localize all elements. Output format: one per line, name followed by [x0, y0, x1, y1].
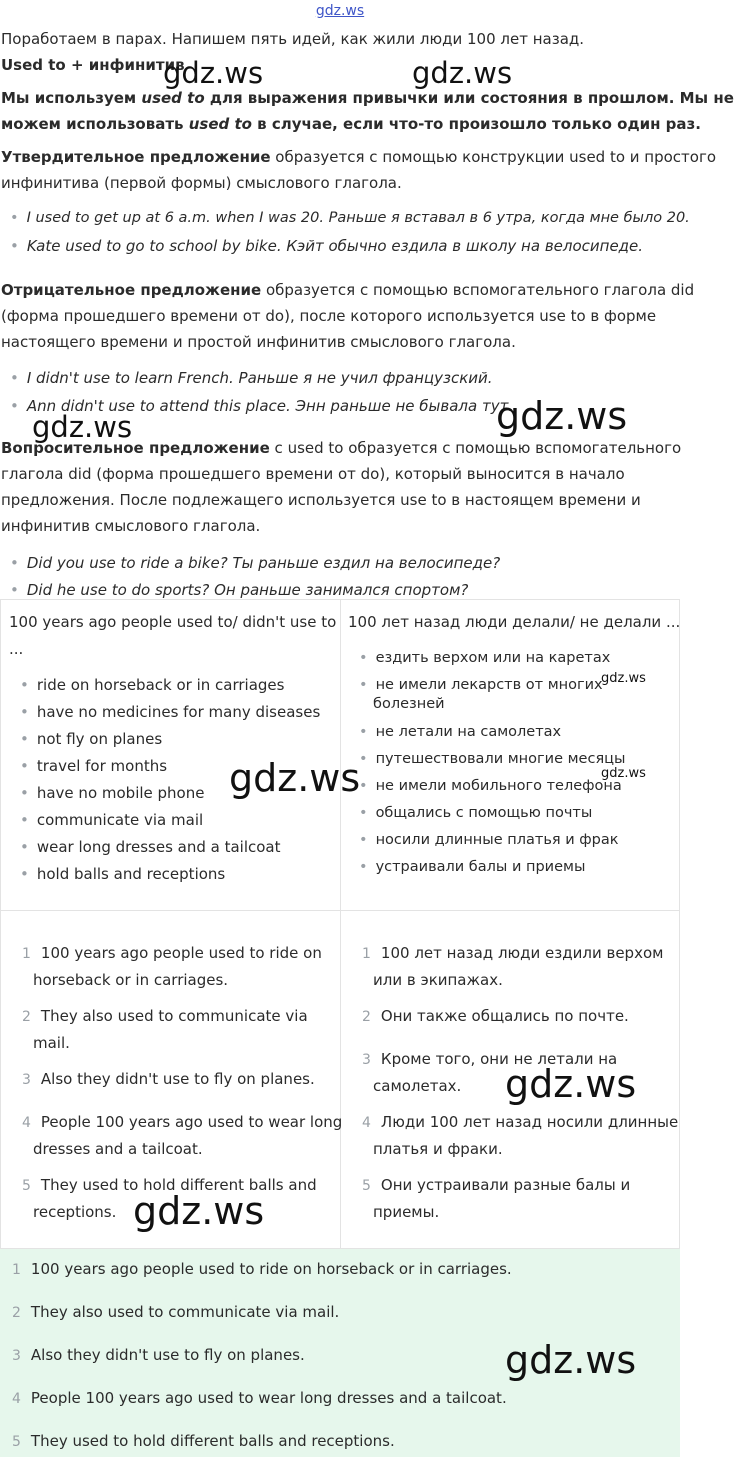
negative-line-3: настоящего времени и простой инфинитив смыслового глагола.	[1, 333, 516, 351]
list-item: • общались с помощью почты	[359, 805, 593, 821]
table-border-left	[0, 599, 1, 1249]
watermark: gdz.ws	[32, 410, 133, 444]
site-link[interactable]: gdz.ws	[315, 3, 365, 19]
answer-4: 4 People 100 years ago used to wear long dresses and a tailcoat.	[12, 1389, 507, 1407]
table2-right-1: 1 100 лет назад люди ездили верхом	[362, 944, 664, 962]
question-line-4: инфинитив смыслового глагола.	[1, 517, 261, 535]
affirmative-line-2: инфинитива (первой формы) смыслового глагола.	[1, 174, 402, 192]
table2-right-5: 5 Они устраивали разные балы и	[362, 1176, 631, 1194]
table2-right-1-cont: или в экипажах.	[373, 971, 503, 989]
table2-right-2: 2 Они также общались по почте.	[362, 1007, 629, 1025]
watermark: gdz.ws	[505, 1338, 637, 1382]
list-item: • не имели лекарств от многих	[359, 677, 603, 693]
watermark: gdz.ws	[229, 756, 361, 800]
task-intro: Поработаем в парах. Напишем пять идей, как жили люди 100 лет назад.	[1, 30, 585, 48]
bullet-icon: •	[10, 397, 19, 415]
list-item: • wear long dresses and a tailcoat	[20, 838, 281, 856]
negative-line-2: (форма прошедшего времени от do), после которого используется use to в форме	[1, 307, 657, 325]
negative-example-1: • I didn't use to learn French. Раньше я не учил французский.	[10, 369, 493, 387]
table2-right-4-cont: платья и фраки.	[373, 1140, 503, 1158]
answer-3: 3 Also they didn't use to fly on planes.	[12, 1346, 305, 1364]
watermark: gdz.ws	[133, 1189, 265, 1233]
grammar-title: Used to + инфинитив	[1, 56, 185, 74]
table2-right-3-cont: самолетах.	[373, 1077, 462, 1095]
list-item: • путешествовали многие месяцы	[359, 751, 626, 767]
watermark: gdz.ws	[412, 56, 513, 90]
bullet-icon: •	[10, 237, 19, 255]
table1-right-head: 100 лет назад люди делали/ не делали ...	[348, 613, 681, 631]
table-border-right	[679, 599, 680, 1249]
watermark: gdz.ws	[601, 671, 646, 686]
watermark: gdz.ws	[505, 1062, 637, 1106]
list-item: • не летали на самолетах	[359, 724, 562, 740]
list-item: • have no mobile phone	[20, 784, 205, 802]
list-item: • travel for months	[20, 757, 168, 775]
negative-example-2: • Ann didn't use to attend this place. Энн раньше не бывала тут.	[10, 397, 514, 415]
usage-line-2: можем использовать used to в случае, если что-то произошло только один раз.	[1, 115, 701, 133]
answer-1: 1 100 years ago people used to ride on horseback or in carriages.	[12, 1260, 512, 1278]
table2-left-1-cont: horseback or in carriages.	[33, 971, 229, 989]
list-item: • communicate via mail	[20, 811, 204, 829]
bullet-icon: •	[10, 369, 19, 387]
table-divider	[340, 599, 341, 1249]
table2-right-5-cont: приемы.	[373, 1203, 440, 1221]
list-item: • не имели мобильного телефона	[359, 778, 622, 794]
list-item-cont: болезней	[373, 696, 445, 712]
list-item: • ride on horseback or in carriages	[20, 676, 285, 694]
affirmative-example-1: • I used to get up at 6 a.m. when I was 20. Раньше я вставал в 6 утра, когда мне было 20.	[10, 210, 690, 226]
negative-line-1: Отрицательное предложение образуется с помощью вспомогательного глагола did	[1, 281, 695, 299]
list-item: • устраивали балы и приемы	[359, 859, 586, 875]
list-item: • have no medicines for many diseases	[20, 703, 321, 721]
question-example-1: • Did you use to ride a bike? Ты раньше ездил на велосипеде?	[10, 554, 501, 572]
question-line-1: Вопросительное предложение с used to образуется с помощью вспомогательного	[1, 439, 682, 457]
answer-5: 5 They used to hold different balls and receptions.	[12, 1432, 395, 1450]
list-item: • hold balls and receptions	[20, 865, 226, 883]
bullet-icon: •	[10, 581, 19, 599]
question-example-2: • Did he use to do sports? Он раньше занимался спортом?	[10, 581, 469, 599]
question-line-3: предложения. После подлежащего используется use to в настоящем времени и	[1, 491, 641, 509]
table2-left-4: 4 People 100 years ago used to wear long	[22, 1113, 343, 1131]
table1-left-head: 100 years ago people used to/ didn't use to	[9, 613, 337, 631]
usage-line-1: Мы используем used to для выражения привычки или состояния в прошлом. Мы не	[1, 89, 734, 107]
table2-left-5-cont: receptions.	[33, 1203, 117, 1221]
answer-2: 2 They also used to communicate via mail.	[12, 1303, 340, 1321]
watermark: gdz.ws	[496, 394, 628, 438]
table1-left-head-cont: ...	[9, 640, 24, 658]
bullet-icon: •	[10, 210, 19, 226]
list-item: • ездить верхом или на каретах	[359, 650, 611, 666]
affirmative-line-1: Утвердительное предложение образуется с помощью конструкции used to и простого	[1, 148, 717, 166]
table2-right-3: 3 Кроме того, они не летали на	[362, 1050, 618, 1068]
bullet-icon: •	[10, 554, 19, 572]
table2-left-3: 3 Also they didn't use to fly on planes.	[22, 1070, 315, 1088]
list-item: • носили длинные платья и фрак	[359, 832, 619, 848]
table2-right-4: 4 Люди 100 лет назад носили длинные	[362, 1113, 679, 1131]
watermark: gdz.ws	[601, 766, 646, 781]
table2-left-1: 1 100 years ago people used to ride on	[22, 944, 322, 962]
table2-left-4-cont: dresses and a tailcoat.	[33, 1140, 203, 1158]
table2-left-2-cont: mail.	[33, 1034, 70, 1052]
question-line-2: глагола did (форма прошедшего времени от do), который выносится в начало	[1, 465, 625, 483]
list-item: • not fly on planes	[20, 730, 163, 748]
table2-left-5: 5 They used to hold different balls and	[22, 1176, 317, 1194]
affirmative-example-2: • Kate used to go to school by bike. Кэйт обычно ездила в школу на велосипеде.	[10, 237, 644, 255]
watermark: gdz.ws	[163, 56, 264, 90]
table2-left-2: 2 They also used to communicate via	[22, 1007, 308, 1025]
